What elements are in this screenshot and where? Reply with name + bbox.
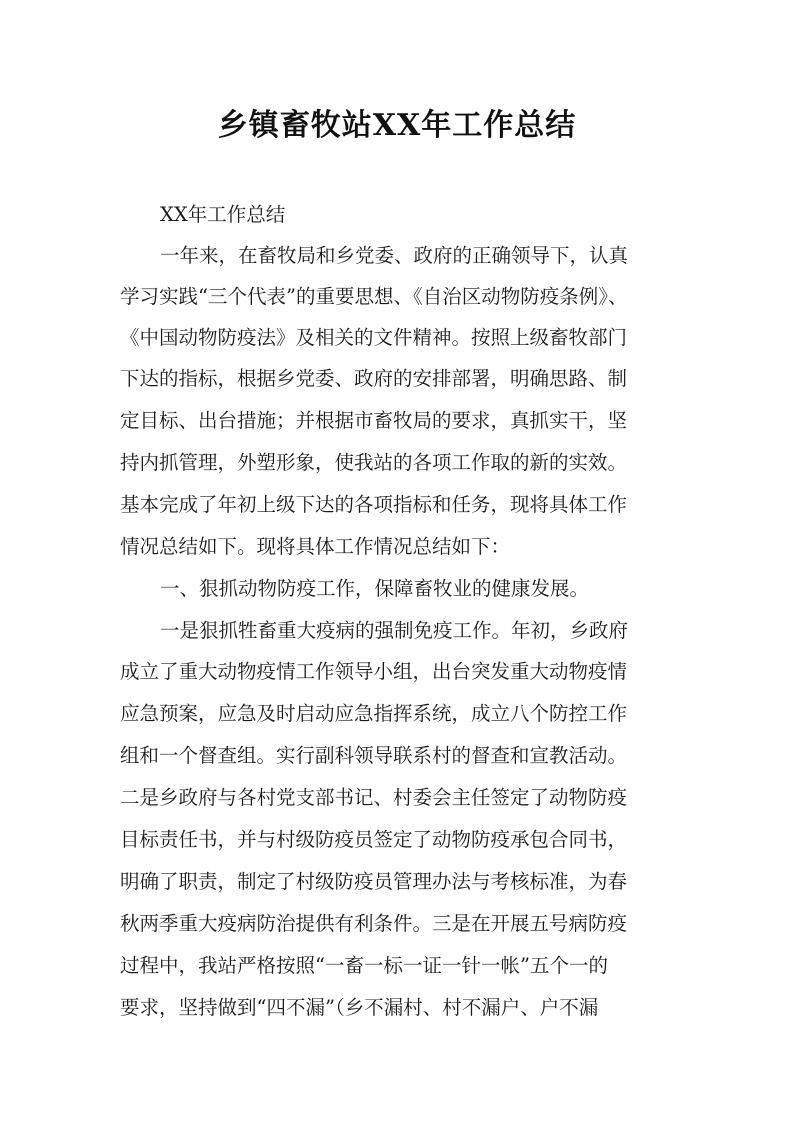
paragraph-line: 明确了职责，制定了村级防疫员管理办法与考核标准，为春	[120, 870, 628, 893]
paragraph-line: 《中国动物防疫法》及相关的文件精神。按照上级畜牧部门	[120, 326, 628, 349]
paragraph-line: 要求，坚持做到“四不漏”（乡不漏村、村不漏户、户不漏	[120, 996, 599, 1019]
paragraph-line: 过程中，我站严格按照“一畜一标一证一针一帐”五个一的	[120, 954, 608, 977]
paragraph-line: 秋两季重大疫病防治提供有利条件。三是在开展五号病防疫	[120, 912, 628, 935]
paragraph-line: 持内抓管理，外塑形象，使我站的各项工作取的新的实效。	[120, 451, 628, 474]
document-title: 乡镇畜牧站XX年工作总结	[217, 108, 577, 143]
paragraph-line: 一是狠抓牲畜重大疫病的强制免疫工作。年初，乡政府	[160, 619, 629, 642]
paragraph-line: 目标责任书，并与村级防疫员签定了动物防疫承包合同书，	[120, 828, 628, 851]
paragraph-line: 下达的指标，根据乡党委、政府的安排部署，明确思路、制	[120, 367, 628, 390]
section-heading: 一、狠抓动物防疫工作，保障畜牧业的健康发展。	[160, 577, 590, 600]
paragraph-line: 定目标、出台措施；并根据市畜牧局的要求，真抓实干，坚	[120, 409, 628, 432]
paragraph-line: XX年工作总结	[160, 203, 286, 226]
paragraph-line: 成立了重大动物疫情工作领导小组，出台突发重大动物疫情	[120, 660, 628, 683]
paragraph-line: 一年来，在畜牧局和乡党委、政府的正确领导下，认真	[160, 244, 629, 267]
paragraph-line: 应急预案，应急及时启动应急指挥系统，成立八个防控工作	[120, 702, 628, 725]
paragraph-line: 基本完成了年初上级下达的各项指标和任务，现将具体工作	[120, 493, 628, 516]
paragraph-line: 组和一个督查组。实行副科领导联系村的督查和宣教活动。	[120, 744, 628, 767]
paragraph-line: 学习实践“三个代表”的重要思想、《自治区动物防疫条例》、	[120, 285, 628, 308]
paragraph-line: 二是乡政府与各村党支部书记、村委会主任签定了动物防疫	[120, 786, 628, 809]
paragraph-line: 情况总结如下。现将具体工作情况总结如下：	[120, 535, 511, 558]
